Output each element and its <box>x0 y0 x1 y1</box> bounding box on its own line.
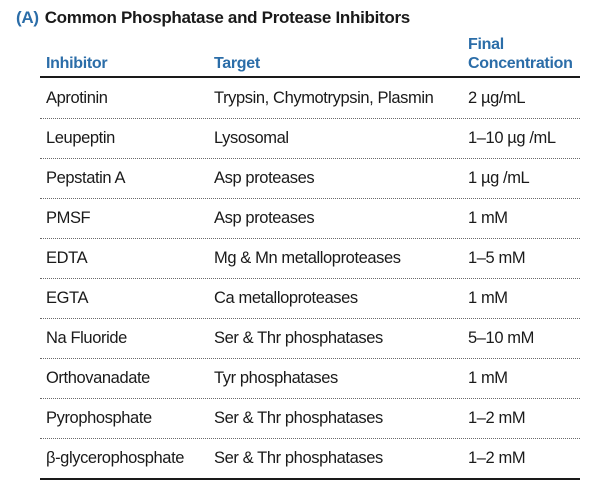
cell-target: Trypsin, Chymotrypsin, Plasmin <box>214 89 434 107</box>
cell-concentration: 2 µg/mL <box>468 89 526 107</box>
cell-concentration: 5–10 mM <box>468 329 534 347</box>
figure-title-text: Common Phosphatase and Protease Inhibitors <box>44 8 410 27</box>
table-body <box>40 79 580 480</box>
table-row <box>40 359 580 399</box>
cell-inhibitor: Leupeptin <box>46 129 115 147</box>
cell-concentration: 1–10 µg /mL <box>468 129 556 147</box>
cell-concentration: 1–2 mM <box>468 409 526 427</box>
header-concentration-line2: Concentration <box>468 55 573 72</box>
table-row <box>40 319 580 359</box>
header-concentration-line1: Final <box>468 36 504 53</box>
cell-target: Ser & Thr phosphatases <box>214 449 383 467</box>
cell-target: Ca metalloproteases <box>214 289 358 307</box>
cell-inhibitor: Orthovanadate <box>46 369 150 387</box>
table-row <box>40 239 580 279</box>
cell-inhibitor: Aprotinin <box>46 89 108 107</box>
cell-inhibitor: EGTA <box>46 289 89 307</box>
cell-concentration: 1–5 mM <box>468 249 526 267</box>
header-inhibitor: Inhibitor <box>46 55 108 72</box>
cell-concentration: 1 µg /mL <box>468 169 530 187</box>
cell-target: Tyr phosphatases <box>214 369 338 387</box>
cell-inhibitor: β-glycerophosphate <box>46 449 185 467</box>
cell-inhibitor: PMSF <box>46 209 91 227</box>
header-target: Target <box>214 55 260 72</box>
cell-inhibitor: Na Fluoride <box>46 329 127 347</box>
figure-panel-label: (A) <box>16 8 39 27</box>
header-concentration <box>468 35 573 73</box>
cell-concentration: 1–2 mM <box>468 449 526 467</box>
table-row <box>40 199 580 239</box>
table-row <box>40 399 580 439</box>
table-row <box>40 159 580 199</box>
cell-target: Ser & Thr phosphatases <box>214 409 383 427</box>
table-row <box>40 439 580 480</box>
cell-target: Mg & Mn metalloproteases <box>214 249 401 267</box>
cell-concentration: 1 mM <box>468 209 508 227</box>
cell-target: Lysosomal <box>214 129 289 147</box>
table-header <box>40 30 580 78</box>
figure-title <box>16 8 410 28</box>
cell-inhibitor: EDTA <box>46 249 88 267</box>
cell-target: Ser & Thr phosphatases <box>214 329 383 347</box>
table-row <box>40 279 580 319</box>
table-row <box>40 119 580 159</box>
cell-target: Asp proteases <box>214 169 315 187</box>
table-row <box>40 79 580 119</box>
cell-inhibitor: Pyrophosphate <box>46 409 152 427</box>
cell-concentration: 1 mM <box>468 369 508 387</box>
cell-inhibitor: Pepstatin A <box>46 169 126 187</box>
cell-concentration: 1 mM <box>468 289 508 307</box>
cell-target: Asp proteases <box>214 209 315 227</box>
